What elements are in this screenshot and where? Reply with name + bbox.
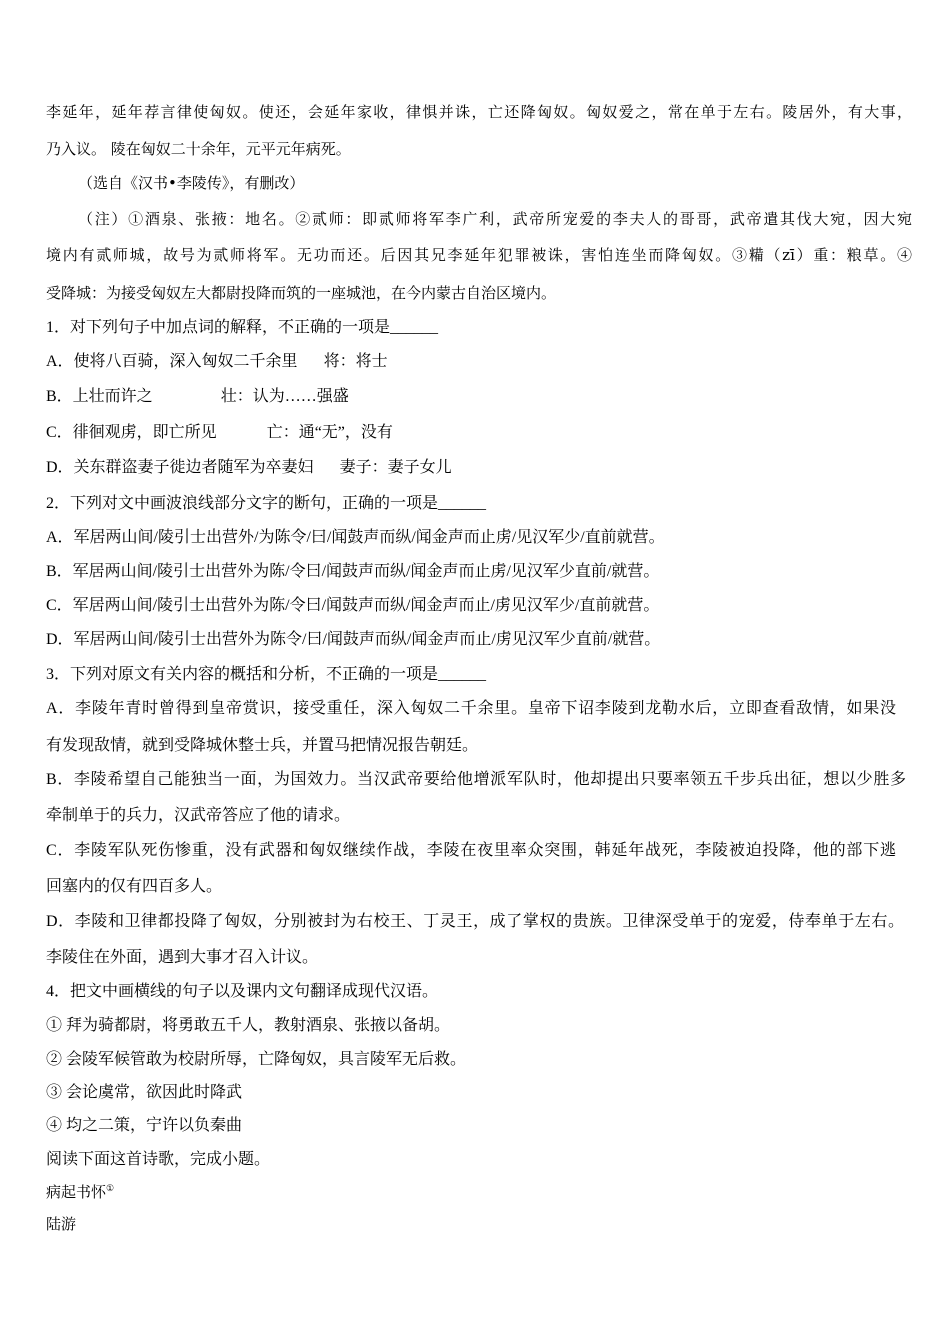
question-3-option-b-line-1: B．李陵希望自己能独当一面，为国效力。当汉武帝要给他增派军队时，他却提出只要率领五千步兵出征，想以少胜多 <box>46 771 906 788</box>
passage-line-2: 乃入议。 陵在匈奴二十余年，元平元年病死。 <box>46 140 351 158</box>
question-4-item-2: ② 会陵军候管敢为校尉所辱，亡降匈奴，具言陵军无后救。 <box>46 1051 467 1068</box>
option-b-sentence: B．上壮而许之 <box>46 388 153 405</box>
question-4-stem: 4．把文中画横线的句子以及课内文句翻译成现代汉语。 <box>46 983 439 1000</box>
question-1-option-c <box>46 423 393 443</box>
option-d-sentence: D．关东群盗妻子徙边者随军为卒妻妇 <box>46 459 314 476</box>
question-2-option-b: B．军居两山间/陵引士出营外为陈/令曰/闻鼓声而纵/闻金声而止虏/见汉军少直前/就营。 <box>46 563 660 580</box>
question-1-option-d <box>46 458 452 478</box>
question-4-item-1: ① 拜为骑都尉，将勇敢五千人，教射酒泉、张掖以备胡。 <box>46 1017 451 1034</box>
question-4-item-3: ③ 会论虞常，欲因此时降武 <box>46 1084 243 1101</box>
option-c-gloss: 亡：通“无”，没有 <box>266 424 393 441</box>
question-3-option-d-line-2: 李陵住在外面，遇到大事才召入计议。 <box>46 949 319 966</box>
question-2-option-c: C．军居两山间/陵引士出营外为陈/令曰/闻鼓声而纵/闻金声而止/虏见汉军少/直前就营。 <box>46 597 660 614</box>
question-2-option-a: A．军居两山间/陵引士出营外/为陈令/曰/闻鼓声而纵/闻金声而止虏/见汉军少/直前就营。 <box>46 529 665 546</box>
question-1-stem: 1．对下列句子中加点词的解释，不正确的一项是______ <box>46 319 439 336</box>
question-3-option-b-line-2: 牵制单于的兵力，汉武帝答应了他的请求。 <box>46 807 351 824</box>
poem-author: 陆游 <box>46 1215 77 1233</box>
poem-title-text: 病起书怀 <box>46 1183 107 1201</box>
question-3-option-d-line-1: D．李陵和卫律都投降了匈奴，分别被封为右校王、丁灵王，成了掌权的贵族。卫律深受单于的宠爱，侍奉单于左右。 <box>46 913 904 930</box>
passage-source: （选自《汉书•李陵传》，有删改） <box>78 174 305 192</box>
passage-line-1: 李延年，延年荐言律使匈奴。使还，会延年家收，律惧并诛，亡还降匈奴。匈奴爱之，常在单于左右。陵居外，有大事， <box>46 103 912 121</box>
question-3-option-a-line-2: 有发现敌情，就到受降城休整士兵，并置马把情况报告朝廷。 <box>46 737 479 754</box>
poem-title-footnote-mark: ① <box>106 1184 115 1194</box>
poem-intro: 阅读下面这首诗歌，完成小题。 <box>46 1151 271 1168</box>
annotation-line-3: 受降城：为接受匈奴左大都尉投降而筑的一座城池，在今内蒙古自治区境内。 <box>46 284 557 302</box>
option-d-gloss: 妻子：妻子女儿 <box>339 459 452 476</box>
question-2-stem: 2．下列对文中画波浪线部分文字的断句，正确的一项是______ <box>46 495 487 512</box>
question-3-option-c-line-1: C．李陵军队死伤惨重，没有武器和匈奴继续作战，李陵在夜里率众突围，韩延年战死，李陵被迫投降，他的部下逃 <box>46 842 896 859</box>
question-1-option-a <box>46 352 388 372</box>
poem-title <box>46 1182 114 1202</box>
question-3-stem: 3．下列对原文有关内容的概括和分析，不正确的一项是______ <box>46 666 487 683</box>
annotation-line-2: 境内有贰师城，故号为贰师将军。无功而还。后因其兄李延年犯罪被诛，害怕连坐而降匈奴。③糒（zī）重：粮草。④ <box>46 246 912 264</box>
option-b-gloss: 壮：认为……强盛 <box>220 388 349 405</box>
question-3-option-a-line-1: A．李陵年青时曾得到皇帝赏识，接受重任，深入匈奴二千余里。皇帝下诏李陵到龙勒水后，立即查看敌情，如果没 <box>46 700 896 717</box>
option-c-sentence: C．徘徊观虏，即亡所见 <box>46 424 217 441</box>
question-3-option-c-line-2: 回塞内的仅有四百多人。 <box>46 878 223 895</box>
question-1-option-b <box>46 387 349 407</box>
annotation-line-1: （注）①酒泉、张掖：地名。②贰师：即贰师将军李广利，武帝所宠爱的李夫人的哥哥，武帝遣其伐大宛，因大宛 <box>78 210 912 228</box>
question-2-option-d: D．军居两山间/陵引士出营外为陈令/曰/闻鼓声而纵/闻金声而止/虏见汉军少直前/就营。 <box>46 631 661 648</box>
option-a-sentence: A．使将八百骑，深入匈奴二千余里 <box>46 353 298 370</box>
question-4-item-4: ④ 均之二策，宁许以负秦曲 <box>46 1117 243 1134</box>
option-a-gloss: 将：将士 <box>323 353 388 370</box>
